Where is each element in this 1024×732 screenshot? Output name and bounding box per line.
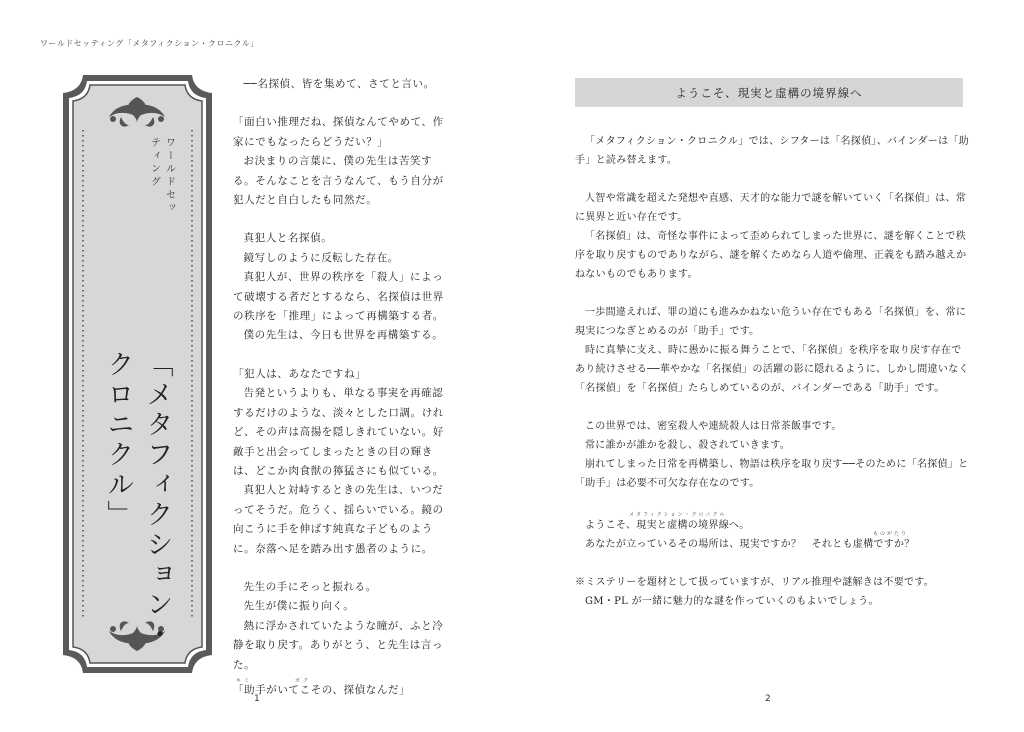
vertical-subtitle: ワールドセッティング bbox=[148, 137, 175, 215]
paragraph-gap bbox=[233, 210, 453, 229]
paragraph: 常に誰かが誰かを殺し、殺されていきます。 bbox=[585, 440, 791, 451]
vertical-title: 「メタフィクション・クロニクル」 bbox=[102, 349, 173, 650]
paragraph: 「面白い推理だね、探偵なんてやめて、作家にでもなったらどうだい？」 bbox=[233, 116, 444, 148]
paragraph: 崩れてしまった日常を再構築し、物語は秩序を取り戻す──そのために「名探偵」と「助手」は必要不可欠な存在なのです。 bbox=[575, 459, 969, 489]
welcome-line-text: ようこそ、現実と虚構の境界線へ。 bbox=[585, 520, 750, 531]
last-line-text: 「助手がいてこその、探偵なんだ」 bbox=[233, 683, 411, 696]
paragraph: 真犯人と名探偵。 bbox=[243, 232, 333, 245]
paragraph-gap bbox=[575, 170, 970, 189]
paragraph: 一歩間違えれば、罪の道にも進みかねない危うい存在でもある「名探偵」を、常に現実につなぎとめるのが「助手」です。 bbox=[575, 307, 967, 337]
essay-text bbox=[575, 132, 970, 611]
title-frame bbox=[63, 75, 212, 673]
paragraph: 熱に浮かされていたような瞳が、ふと冷静を取り戻す。ありがとう、と先生は言った。 bbox=[233, 619, 444, 671]
paragraph-gap bbox=[575, 284, 970, 303]
paragraph: 「名探偵」は、奇怪な事件によって歪められてしまった世界に、謎を解くことで秩序を取り戻すものでありながら、謎を解くためなら人道や倫理、正義をも踏み越えかねないものでもあります。 bbox=[575, 231, 967, 280]
paragraph: 真犯人と対峙するときの先生は、いつだってそうだ。危うく、揺らいでいる。鏡の向こうに手を伸ばす純真な子どものように。奈落へ足を踏み出す愚者のように。 bbox=[233, 484, 444, 555]
story-text bbox=[233, 75, 453, 700]
paragraph: お決まりの言葉に、僕の先生は苦笑する。そんなことを言うなんて、もう自分が犯人だと自白したも同然だ。 bbox=[233, 155, 444, 207]
paragraph: 先生の手にそっと振れる。 bbox=[243, 580, 377, 593]
page-number-left: 1 bbox=[254, 694, 260, 704]
paragraph: 人智や常識を超えた発想や直感、天才的な能力で謎を解いていく「名探偵」は、常に異界と近い存在です。 bbox=[575, 193, 967, 223]
section-title: ようこそ、現実と虚構の境界線へ bbox=[575, 78, 963, 107]
story-last-line bbox=[233, 677, 453, 700]
paragraph: 告発というよりも、単なる事実を再確認するだけのような、淡々とした口調。けれど、その声は高揚を隠しきれていない。好敵手と出会ってしまったときの目の輝きは、どこか肉食獣の獰猛さにも似ている。 bbox=[233, 387, 444, 477]
paragraph-gap bbox=[575, 554, 970, 573]
paragraph: GM・PL が一緒に魅力的な謎を作っていくのもよいでしょう。 bbox=[585, 596, 879, 607]
paragraph-gap bbox=[233, 94, 453, 113]
paragraph: ※ミステリーを題材として扱っていますが、リアル推理や謎解きは不要です。 bbox=[575, 577, 935, 588]
paragraph: 鏡写しのように反転した存在。 bbox=[243, 251, 399, 264]
paragraph-gap bbox=[575, 398, 970, 417]
ruby-boku: ボク bbox=[295, 677, 312, 684]
ruby-kimi: キミ bbox=[236, 677, 253, 684]
story-body bbox=[233, 75, 453, 675]
question-line-text: あなたが立っているその場所は、現実ですか？ それとも虚構ですか？ bbox=[585, 539, 915, 550]
paragraph: 僕の先生は、今日も世界を再構築する。 bbox=[243, 329, 444, 342]
paragraph: 先生が僕に振り向く。 bbox=[243, 600, 355, 613]
notes-body bbox=[575, 554, 970, 611]
welcome-line bbox=[575, 512, 970, 535]
paragraph-gap bbox=[233, 559, 453, 578]
paragraph: 時に真摯に支え、時に愚かに振る舞うことで、「名探偵」を秩序を取り戻す存在であり続けさせる──華やかな「名探偵」の活躍の影に隠れるように、しかし間違いなく「名探偵」を「名探偵」たらしめているのが、バインダーである「助手」です。 bbox=[575, 345, 969, 394]
paragraph: この世界では、密室殺人や連続殺人は日常茶飯事です。 bbox=[585, 421, 842, 432]
paragraph-gap bbox=[233, 346, 453, 365]
paragraph: 「犯人は、あなたですね」 bbox=[233, 367, 367, 380]
paragraph: 「メタフィクション・クロニクル」では、シフターは「名探偵」、バインダーは「助手」と読み替えます。 bbox=[575, 136, 969, 166]
essay-body bbox=[575, 132, 970, 512]
question-ruby: ものがたり bbox=[873, 531, 909, 537]
page-number-right: 2 bbox=[765, 694, 771, 704]
paragraph: ──名探偵、皆を集めて、さてと言い。 bbox=[243, 78, 435, 90]
question-line bbox=[575, 531, 970, 554]
welcome-ruby: メタフィクション・クロニクル bbox=[629, 512, 727, 518]
running-header: ワールドセッティング「メタフィクション・クロニクル」 bbox=[40, 39, 259, 48]
paragraph: 真犯人が、世界の秩序を「殺人」によって破壊する者だとするなら、名探偵は世界の秩序を「推理」によって再構築する者。 bbox=[233, 271, 444, 323]
